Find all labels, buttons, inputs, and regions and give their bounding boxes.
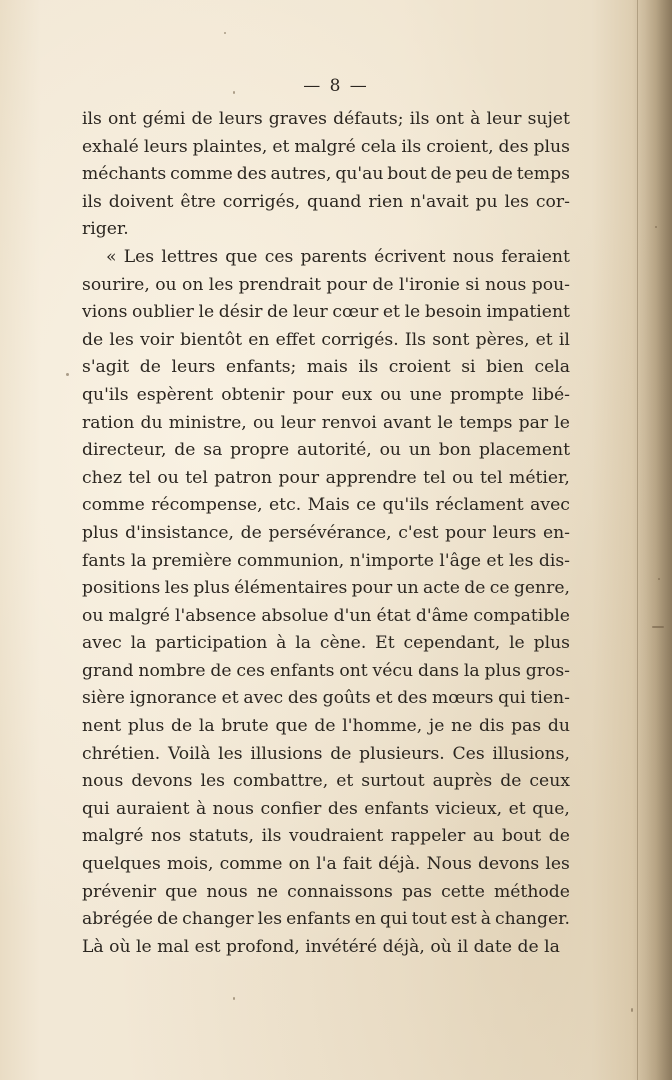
- page-number: — 8 —: [303, 76, 369, 96]
- text-line: positions les plus élémentaires pour un acte de ce genre,: [82, 578, 570, 599]
- page-edge-shadow: [632, 0, 672, 1080]
- text-line: plus d'insistance, de persévérance, c'est pour leurs en-: [82, 522, 570, 543]
- text-line: méchants comme des autres, qu'au bout de peu de temps: [82, 164, 570, 185]
- paper-speck: [233, 997, 235, 1000]
- text-line: fants la première communion, n'importe l'âge et les dis-: [82, 550, 570, 571]
- text-line: riger.: [82, 219, 129, 240]
- text-line: sourire, ou on les prendrait pour de l'ironie si nous pou-: [82, 274, 570, 295]
- text-line: ils ont gémi de leurs graves défauts; ils ont à leur sujet: [82, 109, 570, 129]
- text-line: malgré nos statuts, ils voudraient rappeler au bout de: [82, 826, 570, 847]
- paper-speck: [224, 32, 226, 34]
- text-line: grand nombre de ces enfants ont vécu dans la plus gros-: [82, 660, 570, 681]
- body-text: [82, 106, 570, 961]
- paper-speck: [652, 626, 664, 628]
- text-line: qui auraient à nous confier des enfants vicieux, et que,: [82, 798, 570, 819]
- text-line: vions oublier le désir de leur cœur et le besoin impatient: [82, 302, 570, 323]
- text-line: ou malgré l'absence absolue d'un état d'âme compatible: [82, 605, 570, 626]
- text-line: nous devons les combattre, et surtout auprès de ceux: [82, 771, 570, 792]
- text-line: Là où le mal est profond, invétéré déjà, où il date de la: [82, 936, 560, 957]
- text-line: ils doivent être corrigés, quand rien n'avait pu les cor-: [82, 191, 570, 212]
- text-line: comme récompense, etc. Mais ce qu'ils réclament avec: [82, 495, 570, 516]
- page-edge-line: [637, 0, 638, 1080]
- text-line: quelques mois, comme on l'a fait déjà. Nous devons les: [82, 854, 570, 875]
- text-line: sière ignorance et avec des goûts et des mœurs qui tien-: [82, 688, 570, 709]
- text-line: chez tel ou tel patron pour apprendre tel ou tel métier,: [82, 467, 570, 488]
- text-line: prévenir que nous ne connaissons pas cette méthode: [82, 881, 570, 902]
- paper-speck: [233, 91, 235, 94]
- text-line: de les voir bientôt en effet corrigés. Ils sont pères, et il: [82, 329, 570, 350]
- paper-speck: [658, 578, 660, 580]
- text-line: s'agit de leurs enfants; mais ils croient si bien cela: [82, 357, 570, 378]
- text-line: directeur, de sa propre autorité, ou un bon placement: [82, 440, 570, 461]
- text-line: exhalé leurs plaintes, et malgré cela ils croient, des plus: [82, 136, 570, 157]
- text-line: avec la participation à la cène. Et cependant, le plus: [82, 633, 570, 654]
- paper-speck: [631, 1008, 633, 1012]
- text-line: chrétien. Voilà les illusions de plusieurs. Ces illusions,: [82, 743, 570, 764]
- text-line: qu'ils espèrent obtenir pour eux ou une prompte libé-: [82, 384, 570, 405]
- paper-speck: [655, 226, 657, 228]
- text-line: nent plus de la brute que de l'homme, je ne dis pas du: [82, 716, 570, 737]
- text-line: « Les lettres que ces parents écrivent nous feraient: [106, 246, 570, 267]
- text-line: abrégée de changer les enfants en qui tout est à changer.: [82, 909, 570, 930]
- text-line: ration du ministre, ou leur renvoi avant le temps par le: [82, 412, 570, 433]
- paper-speck: [66, 373, 69, 376]
